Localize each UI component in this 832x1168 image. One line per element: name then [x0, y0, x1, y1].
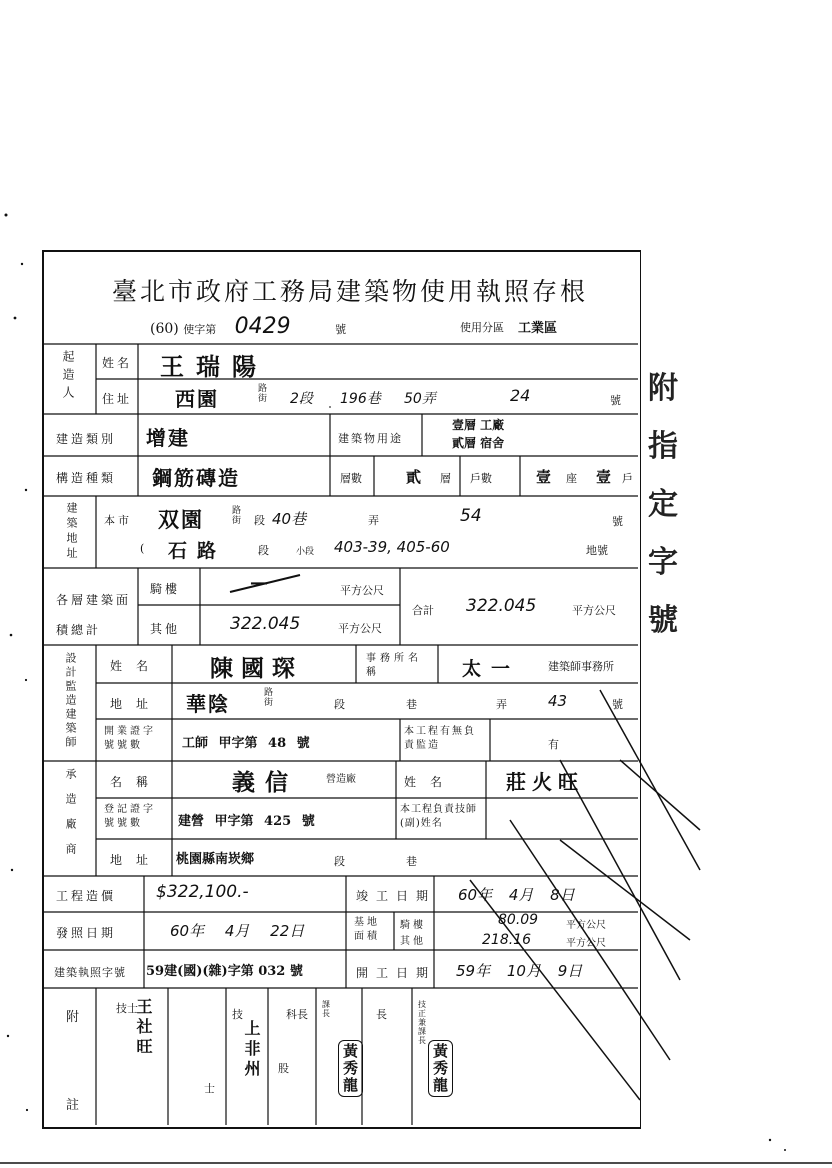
site-other-label: 其他 — [400, 936, 426, 947]
floors-suffix: 層 — [440, 472, 451, 485]
designer-name: 陳國琛 — [210, 655, 303, 682]
site-road: 双園 — [158, 507, 204, 532]
adjacent-page-margin-text: 附 指 定 字 號 — [648, 371, 678, 638]
completion-label: 竣工日期 — [356, 889, 437, 903]
contractor-side-label: 承造廠商 — [64, 768, 77, 868]
floors-label: 層數 — [340, 472, 362, 485]
lot-suffix: 地號 — [586, 544, 608, 557]
designer-alley: 弄 — [496, 698, 507, 711]
units-value-2: 壹 — [596, 468, 614, 486]
approval-stamp-3: 黃秀龍 — [338, 1040, 363, 1097]
site-number: 54 — [460, 506, 482, 526]
site-section: 段 — [254, 514, 265, 527]
arcade-area-value: — — [250, 572, 270, 593]
applicant-address-road: 西園 — [175, 387, 219, 411]
office-label: 事務所名稱 — [366, 653, 422, 678]
designer-address-label: 地址 — [110, 697, 163, 711]
site-area-label: 基地面積 — [354, 917, 380, 942]
site-arcade-unit: 平方公尺 — [566, 920, 606, 931]
note-cell-1: 技士 — [116, 1002, 138, 1015]
note-cell-3: 士 — [204, 1082, 215, 1095]
form-title: 臺北市政府工務局建築物使用執照存根 — [111, 277, 588, 306]
approval-stamp-1: 王社旺 — [134, 998, 153, 1058]
site-arcade-label: 騎樓 — [400, 920, 426, 931]
registration-value: 建營 甲字第 425 號 — [178, 814, 315, 829]
units-suffix-1: 座 — [566, 472, 577, 485]
supervision-value: 有 — [548, 738, 559, 751]
license-label: 開業證字號號數 — [104, 726, 156, 751]
building-use-1: 壹層 工廠 — [452, 418, 505, 432]
site-arcade-value: 80.09 — [498, 912, 539, 928]
permit-suffix: 號 — [335, 323, 347, 336]
note-cell-5: 股 — [278, 1062, 289, 1075]
structure-label: 構造種類 — [56, 471, 117, 485]
contractor-name-suffix: 營造廠 — [326, 774, 356, 785]
applicant-side-label: 起造人 — [61, 350, 75, 404]
category-value: 增建 — [146, 426, 190, 450]
completion-date: 60年 4月 8日 — [458, 886, 575, 904]
permit-ref-label: 建築執照字號 — [54, 966, 126, 979]
building-use-2: 貳層 宿舍 — [452, 436, 505, 450]
applicant-section: 2段 — [290, 391, 313, 407]
building-use-label: 建築物用途 — [338, 432, 403, 445]
site-alley-suffix: 弄 — [368, 514, 379, 527]
zone-value: 工業區 — [518, 321, 558, 336]
designer-address-road: 華陰 — [186, 692, 230, 716]
applicant-alley: 50弄 — [404, 391, 436, 407]
zone-label: 使用分區 — [460, 321, 504, 334]
cost-label: 工程造價 — [56, 889, 117, 903]
contractor-address-label: 地址 — [110, 853, 163, 867]
permit-number-line — [150, 314, 346, 339]
site-road-suffix: 路街 — [232, 506, 242, 526]
designer-section: 段 — [334, 698, 345, 711]
site-other-unit: 平方公尺 — [566, 938, 606, 949]
lot-numbers: 403-39, 405-60 — [334, 538, 450, 556]
approval-stamp-4: 黃秀龍 — [428, 1040, 453, 1097]
total-unit: 平方公尺 — [572, 604, 616, 617]
contractor-name-label: 名稱 — [110, 775, 163, 789]
note-cell-7: 課長 — [322, 1000, 330, 1018]
designer-road-suffix: 路街 — [264, 688, 274, 708]
permit-prefix: 使字第 — [183, 323, 217, 336]
notes-label-bottom: 註 — [66, 1098, 80, 1113]
note-cell-2: 技 — [232, 1008, 243, 1021]
designer-side-label: 設計監造建築師 — [64, 652, 77, 750]
issue-date: 60年 4月 22日 — [170, 922, 305, 940]
notes-label-top: 附 — [66, 1010, 80, 1025]
note-cell-6: 長 — [376, 1008, 387, 1021]
applicant-name: 王瑞陽 — [160, 352, 268, 381]
floors-value: 貳 — [406, 468, 424, 486]
units-label: 戶數 — [470, 472, 492, 485]
designer-house-number: 43 — [548, 692, 568, 710]
technician-label: 本工程負責技師(副)姓名 — [400, 804, 477, 829]
note-cell-4: 科長 — [286, 1008, 308, 1021]
permit-year: (60) — [150, 321, 179, 337]
other-unit: 平方公尺 — [338, 622, 382, 635]
permit-number: 0429 — [234, 314, 291, 339]
applicant-lane: 196巷 — [340, 391, 381, 407]
applicant-road-suffix: 路街 — [258, 384, 268, 404]
license-value: 工師 甲字第 48 號 — [182, 736, 310, 751]
arcade-unit: 平方公尺 — [340, 584, 384, 597]
floor-area-label: 各層建築面積總計 — [56, 593, 132, 637]
lot-section: 段 — [258, 544, 269, 557]
arcade-label: 騎樓 — [150, 582, 181, 596]
category-label: 建造類別 — [56, 432, 117, 446]
applicant-name-label: 姓名 — [102, 356, 133, 370]
note-cell-8: 技正兼課長 — [418, 1000, 426, 1045]
units-value-1: 壹 — [536, 468, 554, 486]
structure-value: 鋼筋磚造 — [152, 466, 240, 490]
site-other-value: 218.16 — [482, 932, 531, 948]
other-area-value: 322.045 — [230, 614, 301, 634]
contractor-section: 段 — [334, 855, 345, 868]
start-label: 開工日期 — [356, 966, 437, 980]
contractor-person-label: 姓名 — [404, 775, 457, 789]
site-city: 本市 — [104, 514, 132, 527]
lot-subsection: 小段 — [296, 547, 315, 557]
start-date: 59年 10月 9日 — [456, 962, 583, 980]
site-number-suffix: 號 — [612, 515, 623, 528]
contractor-lane: 巷 — [406, 855, 417, 868]
applicant-number-suffix: 號 — [610, 394, 621, 407]
designer-number-suffix: 號 — [612, 698, 623, 711]
designer-lane: 巷 — [406, 698, 417, 711]
approval-stamp-2: 上非州 — [242, 1020, 261, 1080]
applicant-house-number: 24 — [510, 386, 531, 405]
designer-name-label: 姓名 — [110, 659, 163, 673]
lot-area-name: 石路 — [168, 540, 227, 562]
contractor-person: 莊火旺 — [506, 770, 584, 794]
contractor-address: 桃園縣南崁鄉 — [176, 852, 255, 867]
office-suffix: 建築師事務所 — [548, 660, 614, 673]
office-value: 太一 — [462, 658, 521, 680]
contractor-name: 義信 — [232, 769, 298, 796]
permit-ref-value: 59建(國)(雜)字第 032 號 — [146, 964, 303, 979]
applicant-address-label: 住址 — [102, 392, 133, 406]
issue-label: 發照日期 — [56, 926, 117, 940]
site-side-label: 建築地址 — [65, 502, 78, 562]
registration-label: 登記證字號號數 — [104, 804, 156, 829]
lot-open-paren: ( — [140, 542, 145, 555]
supervision-label: 本工程有無負責監造 — [404, 726, 476, 751]
other-label: 其他 — [150, 622, 181, 636]
cost-value: $322,100.- — [156, 882, 249, 902]
total-label: 合計 — [412, 604, 434, 617]
site-lane: 40巷 — [272, 510, 307, 528]
total-area-value: 322.045 — [466, 596, 537, 616]
units-suffix-2: 戶 — [622, 472, 633, 485]
